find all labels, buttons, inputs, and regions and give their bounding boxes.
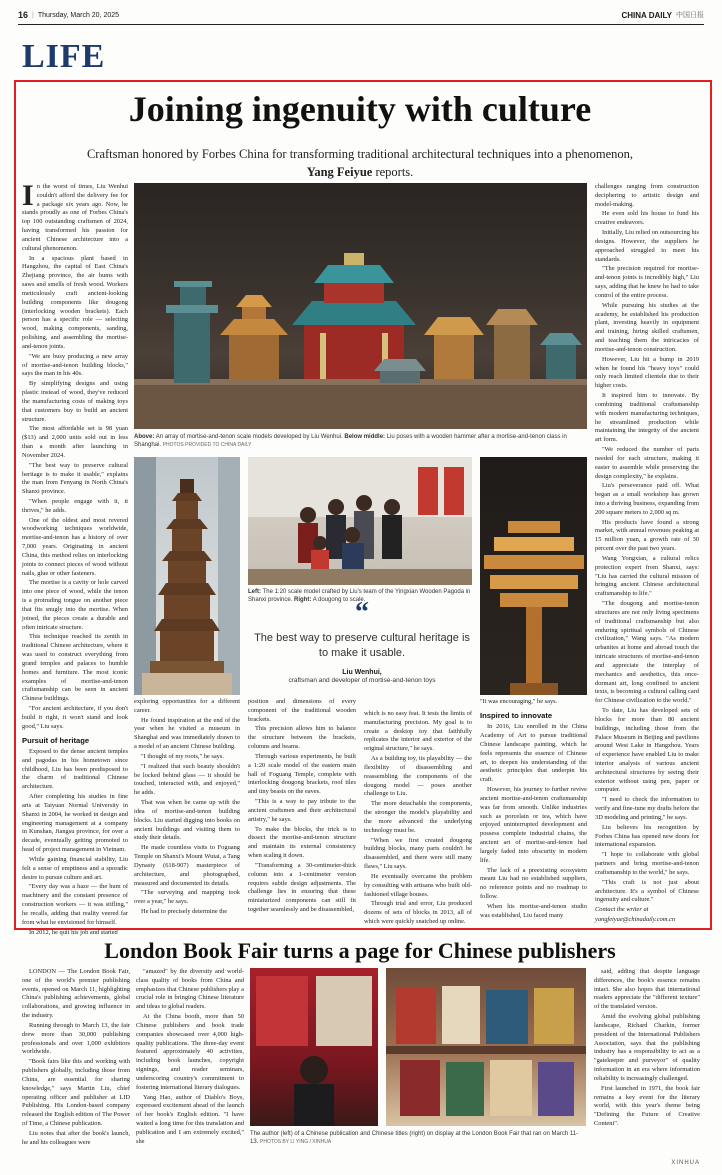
paragraph: "The surveying and mapping took over a year," he says.: [134, 889, 240, 906]
paragraph: Amid the evolving global publishing landscape, Richard Charkin, former president of the International Publishers Association, says that the publishing industry has a responsibility to act as a "gatekeeper and purveyor" of quality information in an era where information reliability is increasingly challenged.: [594, 1013, 700, 1082]
paragraph: Liu believes his recognition by Forbes China has opened new doors for international expansion.: [595, 823, 699, 849]
paragraph: His products have found a strong market, with annual revenues peaking at 15 million yuan, a growth rate of 30 percent over the past two years.: [595, 518, 699, 553]
paragraph: However, his journey to further revive ancient mortise-and-tenon craftsmanship was far from smooth. Unlike industries such as porcelain or tea, which have enjoyed uninterrupted development and possess complete industrial chains, the ancient art of mortise-and-tenon had largely faded into obscurity in modern life.: [480, 786, 587, 864]
photo-credit: PHOTOS BY LI YING / XINHUA: [260, 1139, 332, 1146]
paragraph: Liu notes that after the book's launch, he and his colleagues were: [22, 1129, 130, 1146]
paragraph: While pursuing his studies at the academy, he established his production plant, investing heavily in equipment and training, hiring skilled craftsmen, and teaching them the intricacies of mortise-and-tenon construction.: [595, 301, 699, 353]
paragraph: challenges ranging from construction deciphering to artistic design and model-making.: [595, 183, 699, 208]
caption-lead: Above:: [134, 434, 155, 440]
subhead: Pursuit of heritage: [22, 735, 90, 745]
author-illustration: [250, 968, 378, 1126]
pavilion-model: [424, 309, 582, 379]
dougong-illustration: [480, 457, 587, 695]
scale-models-illustration: [134, 183, 587, 429]
photo-credit: PHOTOS PROVIDED TO CHINA DAILY: [162, 442, 252, 449]
story1-headline: Joining ingenuity with culture: [128, 89, 592, 129]
paragraph: "I hope to collaborate with global partners and bring mortise-and-tenon craftsmanship to the world," he says.: [595, 851, 699, 876]
quote-name: Liu Wenhui,: [342, 668, 382, 676]
paragraph: "I need to check the information to verify and fine-tune my drafts before the 3D modeling and printing," he says.: [595, 796, 699, 821]
paragraph: "amazed" by the diversity and world-class quality of books from China and emphasizes that Chinese publishers play a crucial role in bringing Chinese literature and ideas to global readers.: [136, 968, 244, 1011]
paragraph: After completing his studies in fine arts at Taiyuan Normal University in Shanxi in 2004, he worked in design and engineering management at a company in Kunshan, Jiangsu province, for over a decade, eventually getting promoted to head of project management in Vietnam.: [22, 793, 128, 854]
story1-column-4: [364, 710, 472, 925]
paragraph: He had to precisely determine the: [141, 908, 228, 916]
caption-text: The 1:20 scale model crafted by Liu's team of the Yingxian Wooden Pagoda in Shanxi province.: [248, 589, 471, 604]
paragraph: That was when he came up with the idea of mortise-and-tenon building blocks. Liu started digging into books on ancient buildings and visiting them to study their details.: [134, 799, 240, 842]
paragraph: Yang Hao, author of Diablo's Boys, expressed excitement ahead of the launch of her book's English edition. "I have waited a long time for this translation and publication and I am extremely excited," she: [136, 1093, 244, 1145]
small-model: [374, 359, 426, 383]
contact-line: Contact the writer at: [595, 906, 649, 914]
pull-quote: [252, 597, 472, 707]
paragraph: To make the blocks, the trick is to dissect the mortise-and-tenon structure and maintain its external consistency when scaling it down.: [248, 825, 356, 860]
paragraph: When his mortise-and-tenon studio was established, Liu faced many: [480, 902, 587, 919]
paragraph: Wang Yongxian, a cultural relics protection expert from Shanxi, says: "Liu has carried the cultural mission of bringing ancient Chinese architectural craftsmanship to life.": [595, 554, 699, 598]
photo-liu-class: [248, 457, 472, 585]
paragraph: which is no easy feat. It tests the limits of manufacturing precision. My goal is to create a desktop toy that faithfully replicates the interior and exterior of the original structure," he says.: [364, 710, 472, 753]
caption-text: A dougong to scale.: [312, 597, 366, 604]
paragraph: "When we first created dougong building blocks, many parts couldn't be disassembled, and there were still many flaws," Liu says.: [364, 836, 472, 871]
masthead-rule: [18, 24, 704, 25]
paragraph: He made countless visits to Foguang Temple on Shanxi's Mount Wutai, a Tang Dynasty (618-907) masterpiece of architecture, and photographed, measured and documented its details.: [134, 844, 240, 887]
paragraph: Initially, Liu relied on outsourcing his designs. However, the suppliers he approached struggled to meet his standards.: [595, 229, 699, 263]
paragraph: [22, 179, 128, 254]
issue-date: Thursday, March 20, 2025: [37, 11, 120, 19]
caption-lead: Below middle:: [344, 434, 386, 440]
paragraph: "This craft is not just about architecture. It's a symbol of Chinese ingenuity and culture.": [595, 878, 699, 904]
paragraph: The lack of a preexisting ecosystem meant Liu had no established suppliers, no reference points and no roadmap to follow.: [480, 866, 587, 901]
section-title: LIFE: [22, 38, 106, 75]
story1-column-3: [248, 698, 356, 925]
paragraph: "This is a way to pay tribute to the ancient craftsmen and their architectural artistry," he says.: [248, 798, 356, 823]
masthead-separator: |: [32, 11, 34, 19]
paragraph: This precision allows him to balance the structure between the brackets, columns and beams.: [248, 725, 356, 751]
paragraph: He eventually overcame the problem by consulting with artisans who built old-fashioned village houses.: [364, 872, 472, 898]
paragraph: In 2012, he quit his job and started: [29, 928, 118, 936]
story1-column-2: [134, 698, 240, 925]
contact-email: yangfeiyue@chinadaily.com.cn: [595, 916, 676, 924]
paragraph-text: n the worst of times, Liu Wenhui couldn't afford the delivery fee for a package six years ago. Now, he stands proudly as one of Forbes China's top 100 outstanding craftsmen of 2024, having transformed his passion for ancient Chinese architecture into a cultural phenomenon.: [22, 183, 128, 252]
story1-column-1: [22, 179, 128, 936]
paragraph: "It was encouraging," he says.: [480, 698, 558, 705]
photo-book-fair-titles: [386, 968, 586, 1126]
paragraph: "The dougong and mortise-tenon structures are not only living specimens of traditional craftsmanship but also enduring spiritual symbols of Chinese civilization," Wang says. "As modern urbanites at home and abroad touch the intricate structures of mortise-and-tenon and appreciate the interplay of mechanics and aesthetics, this once-dormant art, long confined to ancient texts, is becoming a cultural calling card for Chinese civilization to the world.": [595, 600, 699, 705]
pagoda-illustration: [134, 457, 240, 695]
paragraph: "We reduced the number of parts needed for each structure, making it easier to assemble while preserving the design complexity," he explains.: [595, 446, 699, 480]
paragraph: Liu's perseverance paid off. What began as a small workshop has grown into a thriving business, expanding from 200 square meters to 2,000 sq m.: [595, 482, 699, 516]
caption-lead: Left:: [248, 589, 261, 595]
deck-text: Craftsman honored by Forbes China for transforming traditional architectural techniques into a phenomenon,: [86, 147, 634, 161]
paragraph: "I thought of my roots," he says.: [141, 752, 224, 760]
hall-model: [220, 295, 288, 379]
story1-column-6: [595, 183, 699, 925]
paragraph: "The best way to preserve cultural heritage is to make it usable," explains the man from Fenyang in North China's Shanxi province.: [22, 461, 128, 496]
paragraph: However, Liu hit a bump in 2019 when he found his "heavy toys" could only reach limited clientele due to their higher costs.: [595, 355, 699, 390]
photo-dougong: [480, 457, 587, 695]
quote-text: The best way to preserve cultural heritage is to make it usable.: [254, 632, 470, 659]
story2-caption: [250, 1130, 586, 1156]
byline: Yang Feiyue: [306, 164, 373, 179]
quote-mark-icon: “: [355, 597, 369, 628]
paper-name: CHINA DAILY: [621, 10, 672, 20]
paragraph: The more detachable the components, the stronger the model's playability and the more advanced the underlying technology must be.: [364, 800, 472, 834]
paragraph: To date, Liu has developed sets of blocks for more than 80 ancient buildings, including those from the Palace Museum in Beijing and pavilions around West Lake in Hangzhou. Years of experience have enabled Liu to make interior analysis of various ancient architectural structures by seeing their exterior without using pen, paper or computer.: [595, 707, 699, 794]
paragraph: "I realized that such beauty shouldn't be locked behind glass — it should be touched, interacted with, and enjoyed," he adds.: [134, 762, 240, 797]
paragraph: He even sold his house to fund his creative endeavors.: [595, 210, 699, 227]
paragraph: Running through to March 13, the fair drew more than 30,000 publishing professionals and over 1,000 exhibitors worldwide.: [22, 1021, 130, 1056]
story2-column-3: [594, 968, 700, 1153]
class-photo-illustration: [248, 457, 472, 585]
paragraph: At the China booth, more than 50 Chinese publishers and book trade companies showcased over 4,000 high-quality publications. The three-day event featured approximately 40 activities, including book launches, copyright signings, and reader seminars, underscoring country's commitment to fostering international literary dialogues.: [136, 1013, 244, 1091]
caption-text: The author (left) of a Chinese publication and Chinese titles (right) on display at the London Book Fair that ran on March 11-13.: [250, 1131, 579, 1146]
paragraph: In a spacious plant based in Hangzhou, the capital of East China's Zhejiang province, the air hums with saws and smells of fresh wood. Workers meticulously craft ancient-looking building components like dougong (interlocking wooden brackets). Each person has a specific role — selecting wood, making components, sanding, polishing, and assembling the mortise-and-tenon joints.: [22, 254, 128, 350]
photo-book-fair-author: [250, 968, 378, 1126]
paragraph: said, adding that despite language differences, the book's essence remains intact. She also hopes that international readers appreciate the "different texture" of the translated version.: [594, 968, 700, 1011]
paragraph: While gaining financial stability, Liu felt a sense of emptiness and a sporadic desire to pursue culture and art.: [22, 855, 128, 881]
pagoda-model: [166, 281, 218, 383]
paragraph: position and dimensions of every component of the traditional wooden brackets.: [248, 698, 356, 723]
paragraph: exploring opportunities for a different career.: [134, 698, 240, 714]
dropcap: I: [22, 179, 34, 212]
paragraph: In 2016, Liu enrolled in the China Academy of Art to pursue traditional Chinese landscape painting, which he feels represents the essence of Chinese art, to deepen his understanding of the aesthetic principles that underpin his craft.: [480, 723, 587, 784]
paragraph: As a building toy, its playability — the flexibility of disassembling and reassembling the components of the dougong model — poses another challenge to Liu.: [364, 755, 472, 798]
paragraph: "For ancient architecture, if you don't build it right, it won't stand and look good," Liu says.: [22, 705, 128, 730]
paragraph: "Book fairs like this and working with publishers globally, including those from China, are essential for sharing knowledge," says Martin Liu, chief operating officer and publisher at LID Publishing. His London-based company released the English edition of The Power of Time, a Chinese publication.: [22, 1058, 130, 1128]
masthead: [18, 8, 704, 22]
paragraph: "Transforming a 30-centimeter-thick column into a 1-centimeter version requires subtle design adjustments. The challenge lies in ensuring that these miniaturized components can still fit together seamlessly and be disassembled,: [248, 861, 356, 914]
story2-column-1: [22, 968, 130, 1153]
paragraph: The most affordable set is 98 yuan ($13) and 2,000 units sold out in less than a month after launching in November 2024.: [22, 425, 128, 459]
paragraph: "We are busy producing a new array of mortise-and-tenon building blocks," says the man in his 40s.: [22, 352, 128, 378]
paragraph: This technique reached its zenith in traditional Chinese architecture, where it was used to construct everything from grand temples and palaces to humble homes and furniture. The most iconic examples of mortise-and-tenon craftsmanship can be seen in ancient Chinese buildings.: [22, 633, 128, 703]
paragraph: Through various experiments, he built a 1:20 scale model of the eastern main hall of Foguang Temple, complete with interlocking dougong brackets, roof tiles and tiny beasts on the eaves.: [248, 752, 356, 796]
paragraph: It inspired him to innovate. By combining traditional craftsmanship with modern manufacturing techniques, he streamlined production while maintaining the integrity of the ancient art form.: [595, 392, 699, 444]
paragraph: The mortise is a cavity or hole carved into one piece of wood, while the tenon is a protruding tongue on another piece that fits snugly into the mortise. When joined, the pieces create a durable and often intricate structure.: [22, 579, 128, 631]
subhead: Inspired to innovate: [480, 710, 553, 720]
paragraph: By simplifying designs and using plastic instead of wood, they've reduced the manufacturing costs of making toys that customers buy to build an ancient structure.: [22, 380, 128, 423]
paper-name-cn: 中国日报: [676, 12, 704, 19]
story1-column-5: [480, 698, 587, 925]
paragraph: He found inspiration at the end of the year when he visited a museum in Shanghai and was immediately drawn to a model of an ancient Chinese building.: [134, 716, 240, 751]
caption-main: [134, 433, 587, 453]
story2-headline: London Book Fair turns a page for Chinese publishers: [104, 938, 616, 963]
photo-scale-models: [134, 183, 587, 429]
book-display-illustration: [386, 968, 586, 1126]
caption-lead: Right:: [294, 597, 312, 604]
paragraph: One of the oldest and most revered woodworking techniques worldwide, mortise-and-tenon has a history of over 7,000 years. Originating in ancient China, this method relies on interlocking joints to connect pieces of wood without nails, glue or other fasteners.: [22, 516, 128, 577]
story1-deck: [22, 146, 698, 181]
caption-text: Liu poses with a wooden hammer after a mortise-and-tenon class in Shanghai.: [134, 434, 567, 449]
paragraph: "Every day was a haze — the hum of machinery and the constant presence of construction workers — it was stifling," he recalls, adding that reality veered far from what he envisioned for himself.: [22, 883, 128, 926]
paragraph: Exposed to the dense ancient temples and pagodas in his hometown since childhood, Liu has been predisposed to the charm of traditional Chinese architecture.: [22, 747, 128, 791]
paragraph: First launched in 1971, the book fair remains a key event for the literary world, with this year's theme being "Defining the Future of Creative Content".: [594, 1084, 700, 1128]
byline-suffix: reports.: [375, 164, 414, 179]
story2-column-2: [136, 968, 244, 1153]
paragraph: "When people engage with it, it thrives," he adds.: [22, 497, 128, 514]
paragraph: "The precision required for mortise-and-tenon joints is incredibly high," Liu says, adding that he knew he had to take control of the entire process.: [595, 265, 699, 299]
story2-source: XINHUA: [671, 1160, 700, 1166]
paragraph: Through trial and error, Liu produced dozens of sets of blocks in 2013, all of which were quickly snatched up online.: [364, 900, 472, 926]
paragraph: LONDON — The London Book Fair, one of the world's premier publishing events, opened on March 11, highlighting China's publishing achievements, global collaborations, and growing influence in the industry.: [22, 968, 130, 1020]
caption-text: An array of mortise-and-tenon scale models developed by Liu Wenhui.: [155, 434, 343, 440]
quote-role: craftsman and developer of mortise-and-tenon toys: [288, 676, 436, 684]
photo-wooden-pagoda: [134, 457, 240, 695]
page-number: 16: [18, 10, 29, 20]
